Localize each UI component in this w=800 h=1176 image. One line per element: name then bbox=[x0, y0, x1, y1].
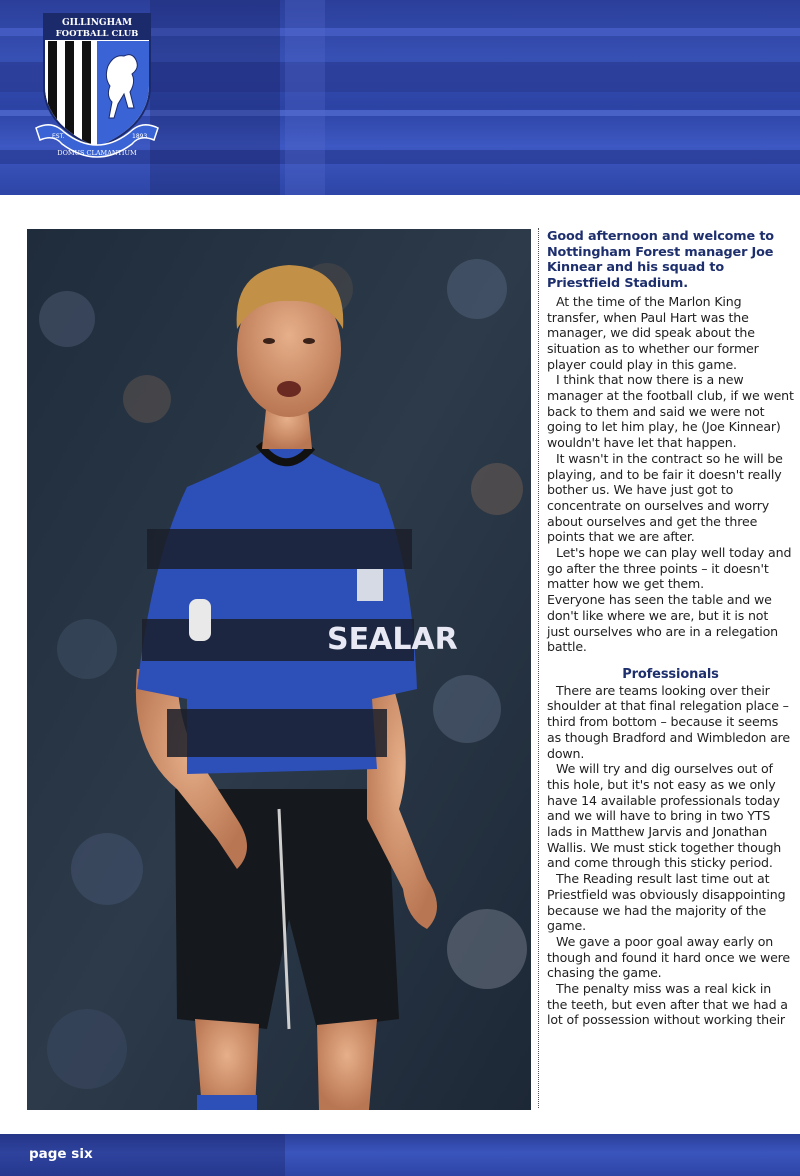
article-column bbox=[547, 229, 794, 1028]
article-paragraph: Let's hope we can play well today and go after the three points – it doesn't matter how we get them. bbox=[547, 545, 792, 592]
header-banner bbox=[0, 0, 800, 195]
article-paragraph: We gave a poor goal away early on though and found it hard once we were chasing the game. bbox=[547, 933, 791, 981]
header-vband bbox=[150, 0, 280, 195]
article-paragraph: We will try and dig ourselves out of this hole, but it's not easy as we only have 14 available professionals today and we will have to bring in two YTS lads in Matthew Jarvis and Jonathan Wallis. We must stick together though and come through this sticky period. bbox=[547, 761, 782, 871]
article-paragraph: The Reading result last time out at Priestfield was obviously disappointing because we had the majority of the game. bbox=[547, 871, 786, 934]
crest-est-text: EST. bbox=[52, 133, 65, 140]
crest-year-text: 1893 bbox=[132, 133, 148, 140]
column-divider bbox=[538, 228, 539, 1108]
crest-motto-text: DOMUS CLAMANTIUM bbox=[57, 149, 137, 157]
article-paragraph: The penalty miss was a real kick in the teeth, but even after that we had a lot of possession without working their bbox=[547, 981, 788, 1028]
article-intro: Good afternoon and welcome to Nottingham Forest manager Joe Kinnear and his squad to Priestfield Stadium. bbox=[547, 229, 774, 292]
shirt-sponsor-text: SEALAR bbox=[327, 622, 458, 657]
page-number-label: page six bbox=[29, 1146, 93, 1162]
article-paragraph: It wasn't in the contract so he will be playing, and to be fair it doesn't really bother us. We have just got to concentrate on ourselves and worry about ourselves and get the three points that we are after. bbox=[547, 450, 783, 545]
player-photo bbox=[27, 229, 531, 1110]
article-paragraph: There are teams looking over their shoulder at that final relegation place – third from bottom – because it seems as though Bradford and Wimbledon are down. bbox=[547, 682, 791, 761]
crest-top-text-1: GILLINGHAM bbox=[61, 18, 133, 28]
article-paragraph: Everyone has seen the table and we don't like where we are, but it is not just ourselves who are in a relegation battle. bbox=[547, 592, 779, 655]
crest-top-text-2: FOOTBALL CLUB bbox=[55, 29, 139, 39]
article-subheading: Professionals bbox=[622, 666, 719, 682]
club-crest-logo bbox=[32, 8, 162, 173]
article-paragraph: At the time of the Marlon King transfer, when Paul Hart was the manager, we did speak about the situation as to whether our former player could play in this game. bbox=[547, 293, 759, 372]
article-paragraph: I think that now there is a new manager at the football club, if we went back to them and said we were not going to let him play, he (Joe Kinnear) wouldn't have let that happen. bbox=[547, 372, 794, 451]
header-vband bbox=[285, 0, 325, 195]
footer-band bbox=[0, 1134, 800, 1176]
